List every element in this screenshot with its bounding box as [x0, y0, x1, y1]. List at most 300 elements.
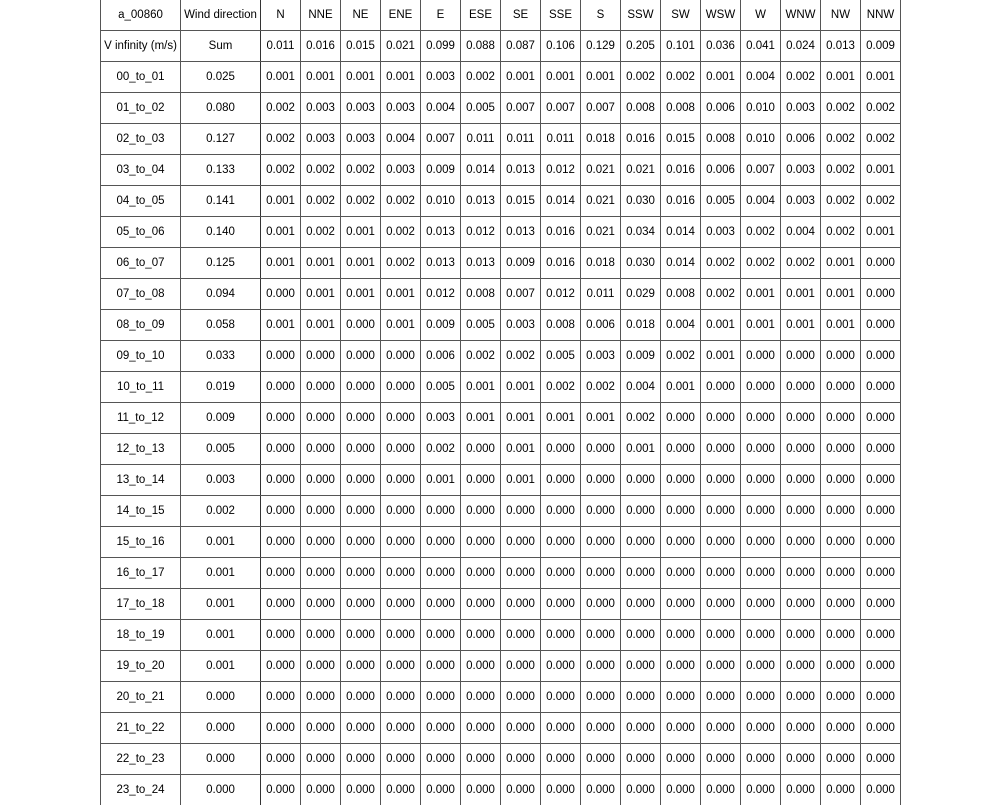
table-row [101, 217, 901, 248]
frequency-cell: 0.001 [261, 62, 301, 93]
frequency-cell: 0.000 [861, 496, 901, 527]
frequency-cell: 0.006 [421, 341, 461, 372]
frequency-cell: 0.001 [301, 248, 341, 279]
frequency-cell: 0.000 [741, 682, 781, 713]
frequency-cell: 0.000 [861, 372, 901, 403]
frequency-cell: 0.000 [341, 713, 381, 744]
direction-sum-cell: 0.013 [821, 31, 861, 62]
direction-header-sw: SW [661, 0, 701, 31]
frequency-cell: 0.001 [701, 341, 741, 372]
frequency-cell: 0.002 [381, 186, 421, 217]
frequency-cell: 0.003 [341, 93, 381, 124]
speed-bin-label: 15_to_16 [101, 527, 181, 558]
frequency-cell: 0.002 [821, 93, 861, 124]
frequency-cell: 0.007 [501, 93, 541, 124]
frequency-cell: 0.000 [781, 558, 821, 589]
direction-header-nw: NW [821, 0, 861, 31]
row-sum-cell: 0.019 [181, 372, 261, 403]
frequency-cell: 0.001 [821, 62, 861, 93]
frequency-cell: 0.000 [781, 434, 821, 465]
frequency-cell: 0.001 [821, 248, 861, 279]
frequency-cell: 0.000 [581, 527, 621, 558]
frequency-cell: 0.010 [741, 124, 781, 155]
direction-sum-cell: 0.036 [701, 31, 741, 62]
row-sum-cell: 0.001 [181, 651, 261, 682]
frequency-cell: 0.013 [421, 248, 461, 279]
frequency-cell: 0.000 [661, 713, 701, 744]
frequency-cell: 0.000 [581, 744, 621, 775]
direction-sum-cell: 0.041 [741, 31, 781, 62]
table-row [101, 372, 901, 403]
frequency-cell: 0.001 [301, 310, 341, 341]
table-row [101, 155, 901, 186]
wind-frequency-table-container [100, 0, 900, 800]
frequency-cell: 0.003 [421, 62, 461, 93]
frequency-cell: 0.002 [341, 186, 381, 217]
frequency-cell: 0.000 [821, 403, 861, 434]
frequency-cell: 0.021 [621, 155, 661, 186]
frequency-cell: 0.000 [781, 651, 821, 682]
row-sum-cell: 0.000 [181, 775, 261, 805]
frequency-cell: 0.000 [581, 651, 621, 682]
frequency-cell: 0.000 [381, 620, 421, 651]
frequency-cell: 0.011 [541, 124, 581, 155]
frequency-cell: 0.002 [381, 248, 421, 279]
frequency-cell: 0.000 [501, 527, 541, 558]
table-body [101, 0, 901, 805]
frequency-cell: 0.001 [341, 62, 381, 93]
frequency-cell: 0.007 [501, 279, 541, 310]
frequency-cell: 0.001 [701, 310, 741, 341]
frequency-cell: 0.002 [301, 186, 341, 217]
frequency-cell: 0.005 [701, 186, 741, 217]
frequency-cell: 0.000 [461, 651, 501, 682]
frequency-cell: 0.000 [861, 403, 901, 434]
frequency-cell: 0.000 [461, 527, 501, 558]
frequency-cell: 0.000 [461, 620, 501, 651]
frequency-cell: 0.014 [461, 155, 501, 186]
frequency-cell: 0.012 [461, 217, 501, 248]
speed-bin-label: 00_to_01 [101, 62, 181, 93]
frequency-cell: 0.001 [261, 217, 301, 248]
frequency-cell: 0.000 [821, 372, 861, 403]
row-sum-cell: 0.001 [181, 589, 261, 620]
frequency-cell: 0.000 [301, 744, 341, 775]
frequency-cell: 0.013 [461, 186, 501, 217]
frequency-cell: 0.000 [261, 558, 301, 589]
frequency-cell: 0.006 [581, 310, 621, 341]
frequency-cell: 0.002 [861, 124, 901, 155]
frequency-cell: 0.000 [421, 620, 461, 651]
row-sum-cell: 0.127 [181, 124, 261, 155]
frequency-cell: 0.006 [781, 124, 821, 155]
direction-header-ese: ESE [461, 0, 501, 31]
frequency-cell: 0.000 [581, 682, 621, 713]
frequency-cell: 0.000 [341, 310, 381, 341]
frequency-cell: 0.000 [541, 744, 581, 775]
speed-header-cell: V infinity (m/s) [101, 31, 181, 62]
frequency-cell: 0.002 [701, 279, 741, 310]
frequency-cell: 0.000 [421, 651, 461, 682]
frequency-cell: 0.008 [461, 279, 501, 310]
frequency-cell: 0.000 [781, 775, 821, 805]
frequency-cell: 0.004 [381, 124, 421, 155]
wind-frequency-table [100, 0, 901, 805]
frequency-cell: 0.012 [421, 279, 461, 310]
frequency-cell: 0.000 [621, 496, 661, 527]
frequency-cell: 0.001 [461, 372, 501, 403]
direction-sum-cell: 0.087 [501, 31, 541, 62]
direction-sum-cell: 0.205 [621, 31, 661, 62]
frequency-cell: 0.000 [701, 682, 741, 713]
frequency-cell: 0.000 [541, 620, 581, 651]
frequency-cell: 0.000 [621, 713, 661, 744]
direction-sum-cell: 0.099 [421, 31, 461, 62]
speed-bin-label: 14_to_15 [101, 496, 181, 527]
frequency-cell: 0.002 [741, 248, 781, 279]
frequency-cell: 0.013 [461, 248, 501, 279]
frequency-cell: 0.002 [661, 341, 701, 372]
frequency-cell: 0.001 [341, 217, 381, 248]
frequency-cell: 0.009 [501, 248, 541, 279]
frequency-cell: 0.000 [861, 620, 901, 651]
frequency-cell: 0.005 [461, 93, 501, 124]
frequency-cell: 0.000 [421, 589, 461, 620]
row-sum-cell: 0.133 [181, 155, 261, 186]
direction-sum-cell: 0.106 [541, 31, 581, 62]
frequency-cell: 0.000 [581, 434, 621, 465]
frequency-cell: 0.000 [381, 372, 421, 403]
speed-bin-label: 01_to_02 [101, 93, 181, 124]
frequency-cell: 0.000 [501, 713, 541, 744]
frequency-cell: 0.000 [541, 558, 581, 589]
frequency-cell: 0.000 [381, 713, 421, 744]
frequency-cell: 0.000 [701, 651, 741, 682]
frequency-cell: 0.001 [501, 465, 541, 496]
table-row [101, 124, 901, 155]
frequency-cell: 0.002 [621, 62, 661, 93]
speed-bin-label: 03_to_04 [101, 155, 181, 186]
frequency-cell: 0.000 [701, 372, 741, 403]
speed-bin-label: 06_to_07 [101, 248, 181, 279]
frequency-cell: 0.000 [741, 527, 781, 558]
frequency-cell: 0.000 [341, 341, 381, 372]
frequency-cell: 0.000 [821, 682, 861, 713]
frequency-cell: 0.002 [461, 62, 501, 93]
direction-header-s: S [581, 0, 621, 31]
table-row [101, 527, 901, 558]
frequency-cell: 0.009 [621, 341, 661, 372]
frequency-cell: 0.004 [741, 186, 781, 217]
frequency-cell: 0.002 [821, 217, 861, 248]
direction-header-n: N [261, 0, 301, 31]
frequency-cell: 0.014 [661, 217, 701, 248]
frequency-cell: 0.003 [501, 310, 541, 341]
frequency-cell: 0.000 [621, 465, 661, 496]
frequency-cell: 0.000 [661, 620, 701, 651]
frequency-cell: 0.000 [381, 682, 421, 713]
frequency-cell: 0.000 [261, 651, 301, 682]
frequency-cell: 0.000 [741, 372, 781, 403]
frequency-cell: 0.000 [821, 775, 861, 805]
row-sum-cell: 0.125 [181, 248, 261, 279]
speed-bin-label: 08_to_09 [101, 310, 181, 341]
speed-bin-label: 13_to_14 [101, 465, 181, 496]
frequency-cell: 0.001 [341, 248, 381, 279]
frequency-cell: 0.000 [741, 651, 781, 682]
speed-bin-label: 07_to_08 [101, 279, 181, 310]
frequency-cell: 0.000 [421, 527, 461, 558]
frequency-cell: 0.000 [661, 651, 701, 682]
frequency-cell: 0.004 [741, 62, 781, 93]
frequency-cell: 0.000 [581, 713, 621, 744]
frequency-cell: 0.001 [701, 62, 741, 93]
frequency-cell: 0.000 [661, 775, 701, 805]
frequency-cell: 0.000 [461, 496, 501, 527]
frequency-cell: 0.000 [301, 434, 341, 465]
frequency-cell: 0.001 [781, 310, 821, 341]
frequency-cell: 0.001 [661, 372, 701, 403]
frequency-cell: 0.000 [301, 341, 341, 372]
frequency-cell: 0.004 [621, 372, 661, 403]
frequency-cell: 0.000 [341, 558, 381, 589]
speed-bin-label: 09_to_10 [101, 341, 181, 372]
frequency-cell: 0.003 [701, 217, 741, 248]
row-sum-cell: 0.025 [181, 62, 261, 93]
direction-sum-cell: 0.101 [661, 31, 701, 62]
frequency-cell: 0.000 [661, 682, 701, 713]
frequency-cell: 0.013 [421, 217, 461, 248]
table-row [101, 589, 901, 620]
speed-bin-label: 02_to_03 [101, 124, 181, 155]
frequency-cell: 0.000 [741, 341, 781, 372]
frequency-cell: 0.002 [261, 93, 301, 124]
frequency-cell: 0.016 [541, 217, 581, 248]
frequency-cell: 0.002 [501, 341, 541, 372]
direction-header-ne: NE [341, 0, 381, 31]
frequency-cell: 0.005 [541, 341, 581, 372]
row-sum-cell: 0.094 [181, 279, 261, 310]
frequency-cell: 0.000 [781, 744, 821, 775]
frequency-cell: 0.000 [861, 775, 901, 805]
frequency-cell: 0.000 [301, 713, 341, 744]
frequency-cell: 0.002 [621, 403, 661, 434]
frequency-cell: 0.002 [381, 217, 421, 248]
frequency-cell: 0.030 [621, 248, 661, 279]
frequency-cell: 0.000 [741, 496, 781, 527]
table-row [101, 775, 901, 805]
frequency-cell: 0.009 [421, 155, 461, 186]
frequency-cell: 0.000 [621, 775, 661, 805]
frequency-cell: 0.005 [421, 372, 461, 403]
row-sum-cell: 0.002 [181, 496, 261, 527]
frequency-cell: 0.002 [781, 62, 821, 93]
frequency-cell: 0.000 [501, 775, 541, 805]
speed-bin-label: 11_to_12 [101, 403, 181, 434]
frequency-cell: 0.000 [701, 403, 741, 434]
frequency-cell: 0.002 [861, 186, 901, 217]
sum-header-cell: Sum [181, 31, 261, 62]
frequency-cell: 0.000 [821, 558, 861, 589]
table-row [101, 62, 901, 93]
row-sum-cell: 0.005 [181, 434, 261, 465]
frequency-cell: 0.000 [381, 589, 421, 620]
frequency-cell: 0.000 [541, 589, 581, 620]
frequency-cell: 0.000 [381, 775, 421, 805]
row-sum-cell: 0.033 [181, 341, 261, 372]
frequency-cell: 0.016 [541, 248, 581, 279]
row-sum-cell: 0.001 [181, 620, 261, 651]
frequency-cell: 0.001 [861, 155, 901, 186]
frequency-cell: 0.000 [661, 558, 701, 589]
frequency-cell: 0.000 [341, 775, 381, 805]
frequency-cell: 0.000 [341, 744, 381, 775]
frequency-cell: 0.001 [381, 62, 421, 93]
frequency-cell: 0.000 [301, 651, 341, 682]
frequency-cell: 0.002 [461, 341, 501, 372]
frequency-cell: 0.010 [741, 93, 781, 124]
row-sum-cell: 0.000 [181, 744, 261, 775]
direction-sum-cell: 0.009 [861, 31, 901, 62]
table-row [101, 341, 901, 372]
frequency-cell: 0.000 [621, 589, 661, 620]
frequency-cell: 0.000 [821, 620, 861, 651]
frequency-cell: 0.003 [341, 124, 381, 155]
table-row [101, 403, 901, 434]
frequency-cell: 0.000 [701, 620, 741, 651]
frequency-cell: 0.000 [421, 682, 461, 713]
speed-bin-label: 10_to_11 [101, 372, 181, 403]
frequency-cell: 0.000 [621, 527, 661, 558]
frequency-cell: 0.000 [501, 744, 541, 775]
frequency-cell: 0.000 [461, 682, 501, 713]
frequency-cell: 0.015 [501, 186, 541, 217]
direction-header-w: W [741, 0, 781, 31]
frequency-cell: 0.000 [741, 744, 781, 775]
frequency-cell: 0.000 [781, 620, 821, 651]
frequency-cell: 0.000 [541, 713, 581, 744]
frequency-cell: 0.001 [501, 434, 541, 465]
frequency-cell: 0.000 [301, 558, 341, 589]
frequency-cell: 0.001 [581, 403, 621, 434]
frequency-cell: 0.000 [861, 589, 901, 620]
frequency-cell: 0.018 [581, 248, 621, 279]
speed-bin-label: 21_to_22 [101, 713, 181, 744]
frequency-cell: 0.000 [501, 682, 541, 713]
frequency-cell: 0.000 [261, 589, 301, 620]
frequency-cell: 0.000 [781, 341, 821, 372]
frequency-cell: 0.006 [701, 155, 741, 186]
row-sum-cell: 0.000 [181, 713, 261, 744]
table-id-cell: a_00860 [101, 0, 181, 31]
frequency-cell: 0.007 [741, 155, 781, 186]
frequency-cell: 0.000 [781, 527, 821, 558]
speed-bin-label: 12_to_13 [101, 434, 181, 465]
frequency-cell: 0.000 [861, 651, 901, 682]
frequency-cell: 0.001 [461, 403, 501, 434]
frequency-cell: 0.000 [541, 527, 581, 558]
table-row [101, 713, 901, 744]
frequency-cell: 0.000 [861, 279, 901, 310]
speed-bin-label: 05_to_06 [101, 217, 181, 248]
frequency-cell: 0.001 [781, 279, 821, 310]
frequency-cell: 0.000 [541, 682, 581, 713]
frequency-cell: 0.002 [821, 186, 861, 217]
frequency-cell: 0.000 [461, 434, 501, 465]
frequency-cell: 0.018 [581, 124, 621, 155]
frequency-cell: 0.000 [821, 713, 861, 744]
frequency-cell: 0.000 [381, 744, 421, 775]
frequency-cell: 0.002 [581, 372, 621, 403]
frequency-cell: 0.013 [501, 217, 541, 248]
frequency-cell: 0.011 [501, 124, 541, 155]
frequency-cell: 0.000 [701, 713, 741, 744]
frequency-cell: 0.000 [781, 682, 821, 713]
frequency-cell: 0.001 [261, 248, 301, 279]
frequency-cell: 0.000 [501, 651, 541, 682]
frequency-cell: 0.008 [541, 310, 581, 341]
direction-header-nnw: NNW [861, 0, 901, 31]
frequency-cell: 0.000 [661, 589, 701, 620]
direction-sum-cell: 0.024 [781, 31, 821, 62]
frequency-cell: 0.016 [661, 155, 701, 186]
frequency-cell: 0.000 [701, 775, 741, 805]
frequency-cell: 0.003 [421, 403, 461, 434]
row-sum-cell: 0.000 [181, 682, 261, 713]
frequency-cell: 0.008 [661, 93, 701, 124]
frequency-cell: 0.000 [301, 372, 341, 403]
direction-header-cell: Wind direction [181, 0, 261, 31]
frequency-cell: 0.000 [381, 341, 421, 372]
frequency-cell: 0.000 [661, 744, 701, 775]
frequency-cell: 0.015 [661, 124, 701, 155]
frequency-cell: 0.000 [461, 713, 501, 744]
direction-header-ssw: SSW [621, 0, 661, 31]
frequency-cell: 0.000 [381, 434, 421, 465]
frequency-cell: 0.000 [341, 372, 381, 403]
frequency-cell: 0.001 [501, 372, 541, 403]
frequency-cell: 0.002 [541, 372, 581, 403]
frequency-cell: 0.000 [501, 589, 541, 620]
frequency-cell: 0.000 [261, 744, 301, 775]
frequency-cell: 0.002 [301, 155, 341, 186]
frequency-cell: 0.010 [421, 186, 461, 217]
frequency-cell: 0.000 [701, 496, 741, 527]
frequency-cell: 0.000 [341, 465, 381, 496]
frequency-cell: 0.000 [261, 496, 301, 527]
frequency-cell: 0.000 [341, 527, 381, 558]
row-sum-cell: 0.058 [181, 310, 261, 341]
frequency-cell: 0.000 [461, 775, 501, 805]
frequency-cell: 0.000 [861, 744, 901, 775]
frequency-cell: 0.000 [701, 589, 741, 620]
frequency-cell: 0.004 [781, 217, 821, 248]
table-row [101, 465, 901, 496]
frequency-cell: 0.000 [421, 713, 461, 744]
frequency-cell: 0.000 [421, 744, 461, 775]
frequency-cell: 0.003 [381, 155, 421, 186]
frequency-cell: 0.000 [781, 465, 821, 496]
frequency-cell: 0.000 [261, 434, 301, 465]
frequency-cell: 0.000 [261, 403, 301, 434]
frequency-cell: 0.000 [341, 651, 381, 682]
frequency-cell: 0.000 [861, 248, 901, 279]
frequency-cell: 0.003 [781, 93, 821, 124]
frequency-cell: 0.002 [821, 124, 861, 155]
direction-sum-cell: 0.016 [301, 31, 341, 62]
frequency-cell: 0.001 [421, 465, 461, 496]
frequency-cell: 0.000 [861, 434, 901, 465]
